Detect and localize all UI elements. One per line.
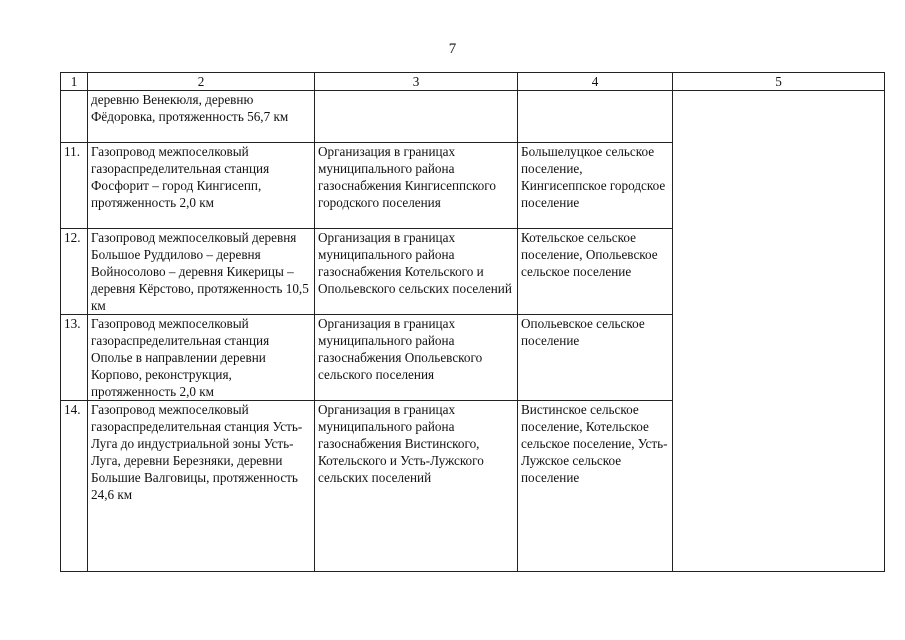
object-cell: Газопровод межпоселковый деревня Большое Руддилово – деревня Войносолово – деревня Кикерицы – деревня Кёрстово, протяженность 10,5 км	[88, 229, 315, 315]
header-col-4: 4	[518, 73, 673, 91]
purpose-cell: Организация в границах муниципального района газоснабжения Котельского и Опольевского сельских поселений	[315, 229, 518, 315]
location-cell: Вистинское сельское поселение, Котельское сельское поселение, Усть-Лужское сельское поселение	[518, 401, 673, 572]
document-table	[60, 72, 885, 572]
header-col-2: 2	[88, 73, 315, 91]
header-col-5: 5	[673, 73, 885, 91]
row-number-cell	[61, 91, 88, 143]
object-cell: Газопровод межпоселковый газораспределительная станция Фосфорит – город Кингисепп, протяженность 2,0 км	[88, 143, 315, 229]
purpose-cell: Организация в границах муниципального района газоснабжения Вистинского, Котельского и Усть-Лужского сельских поселений	[315, 401, 518, 572]
row-number-cell: 14.	[61, 401, 88, 572]
purpose-cell: Организация в границах муниципального района газоснабжения Кингисеппского городского поселения	[315, 143, 518, 229]
location-cell: Большелуцкое сельское поселение, Кингисеппское городское поселение	[518, 143, 673, 229]
location-cell: Котельское сельское поселение, Опольевское сельское поселение	[518, 229, 673, 315]
header-col-1: 1	[61, 73, 88, 91]
object-cell: деревню Венекюля, деревню Фёдоровка, протяженность 56,7 км	[88, 91, 315, 143]
location-cell	[518, 91, 673, 143]
object-cell: Газопровод межпоселковый газораспределительная станция Усть-Луга до индустриальной зоны Усть-Луга, деревни Березняки, деревни Большие Валговицы, протяженность 24,6 км	[88, 401, 315, 572]
header-col-3: 3	[315, 73, 518, 91]
row-number-cell: 13.	[61, 315, 88, 401]
row-number-cell: 12.	[61, 229, 88, 315]
purpose-cell	[315, 91, 518, 143]
table-header-row	[61, 73, 885, 91]
row-number-cell: 11.	[61, 143, 88, 229]
table-row	[61, 91, 885, 143]
location-cell: Опольевское сельское поселение	[518, 315, 673, 401]
object-cell: Газопровод межпоселковый газораспределительная станция Ополье в направлении деревни Корпово, реконструкция, протяженность 2,0 км	[88, 315, 315, 401]
purpose-cell: Организация в границах муниципального района газоснабжения Опольевского сельского поселения	[315, 315, 518, 401]
page-number: 7	[448, 41, 457, 57]
column-5-cell	[673, 91, 885, 572]
